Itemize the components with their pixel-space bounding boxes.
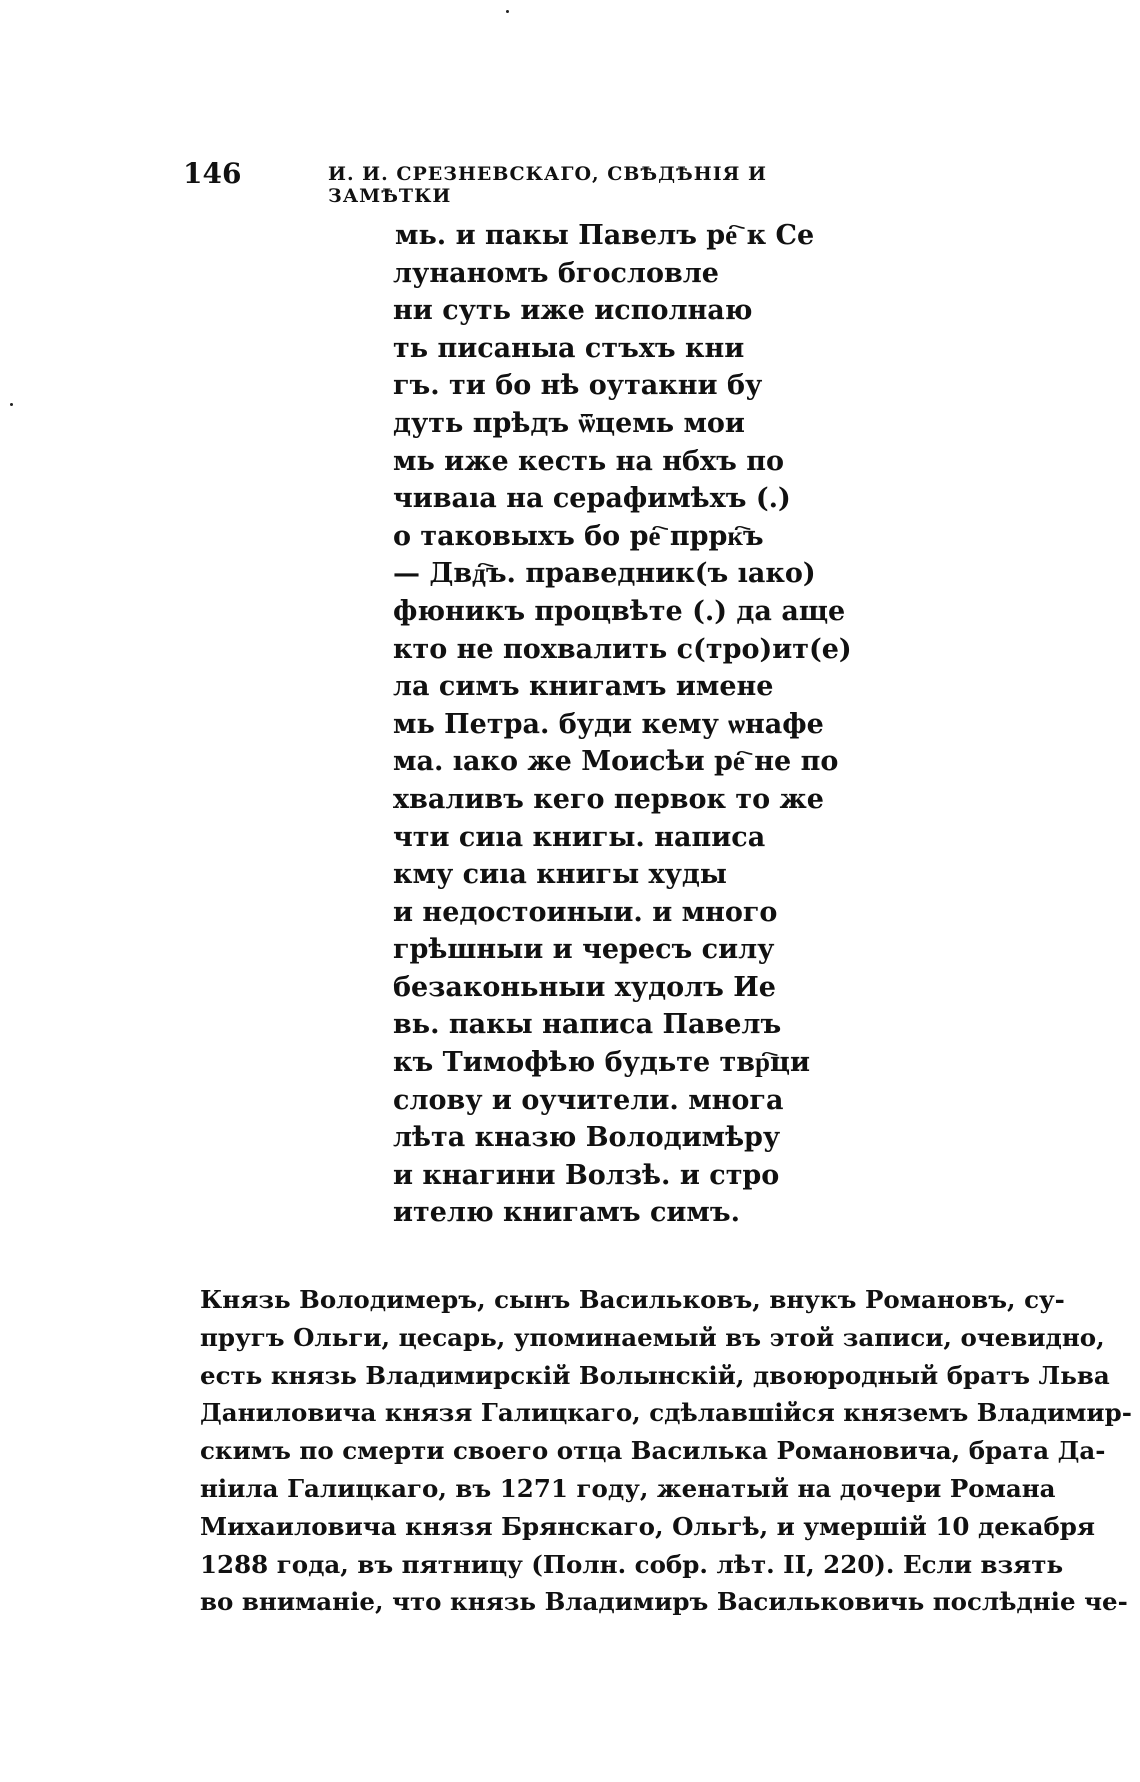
inscription-line: вь. пакы написа Павелъ [393, 1009, 782, 1041]
commentary-line: ніила Галицкаго, въ 1271 году, женатый на дочери Романа [200, 1473, 1056, 1503]
inscription-line: хваливъ кего первок то же [393, 783, 824, 815]
inscription-line: чиваıа на серафимѣхъ (.) [393, 483, 791, 515]
inscription-text [393, 217, 853, 1232]
inscription-line: грѣшныи и чересъ силу [393, 934, 775, 966]
inscription-line: и кнагини Волзѣ. и стро [393, 1159, 780, 1191]
inscription-line: кму сиıа книгы худы [393, 859, 727, 891]
commentary-line: Даниловича князя Галицкаго, сдѣлавшійся княземъ Владимир- [200, 1398, 1132, 1428]
inscription-line: — Двд҇ъ. праведник(ъ ıако) [393, 558, 816, 590]
commentary-line: есть князь Владимирскій Волынскій, двоюродный братъ Льва [200, 1360, 1110, 1390]
inscription-line: дуть прѣдъ ѿцемь мои [393, 407, 745, 439]
commentary-line: скимъ по смерти своего отца Василька Романовича, брата Да- [200, 1436, 1106, 1466]
inscription-line: чти сиıа книгы. написа [393, 821, 766, 853]
running-title: И. И. СРЕЗНЕВСКАГО, СВѢДѢНІЯ И ЗАМѢТКИ [328, 163, 767, 207]
inscription-line: ни суть иже исполнаю [393, 295, 753, 327]
inscription-line: и недостоиныи. и много [393, 896, 778, 928]
inscription-line: слову и оучители. многа [393, 1084, 784, 1116]
commentary-line: 1288 года, въ пятницу (Полн. собр. лѣт. II, 220). Если взять [200, 1549, 1064, 1579]
inscription-line: лунаномъ бгословле [393, 257, 719, 289]
print-speck [506, 10, 509, 13]
inscription-line: къ Тимофѣю будьте твр҇ци [393, 1047, 811, 1079]
inscription-line: безаконьныи худолъ Ие [393, 971, 776, 1003]
page-header [183, 157, 893, 207]
page-number: 146 [183, 157, 242, 190]
inscription-line: гъ. ти бо нѣ оутакни бу [393, 370, 763, 402]
commentary-line: пругъ Ольги, цесарь, упоминаемый въ этой записи, очевидно, [200, 1322, 1105, 1352]
inscription-line: ителю книгамъ симъ. [393, 1197, 740, 1229]
inscription-line: ть писаныа стъхъ кни [393, 332, 745, 364]
inscription-line: мь. и пакы Павелъ ре҇ к Се [395, 220, 815, 251]
commentary-line: Михаиловича князя Брянскаго, Ольгѣ, и умершій 10 декабря [200, 1511, 1096, 1541]
inscription-line: о таковыхъ бо ре҇ пррк҇ъ [393, 520, 764, 552]
commentary-line: Князь Володимеръ, сынъ Васильковъ, внукъ Романовъ, су- [200, 1285, 1065, 1314]
inscription-line: мь Петра. буди кему ѡнафе [393, 708, 824, 740]
inscription-line: ла симъ книгамъ имене [393, 671, 774, 703]
inscription-line: кто не похвалить с(тро)ит(е) [393, 633, 852, 665]
commentary-paragraph [200, 1281, 1132, 1621]
inscription-line: ма. ıако же Моисѣи ре҇ не по [393, 746, 839, 778]
inscription-line: мь иже кесть на нбхъ по [393, 445, 785, 477]
print-speck [10, 403, 13, 406]
commentary-line: во вниманіе, что князь Владимиръ Васильковичь послѣдніе че- [200, 1587, 1128, 1617]
inscription-line: фюникъ процвѣте (.) да аще [393, 595, 846, 627]
inscription-line: лѣта кназю Володимѣру [393, 1122, 781, 1154]
